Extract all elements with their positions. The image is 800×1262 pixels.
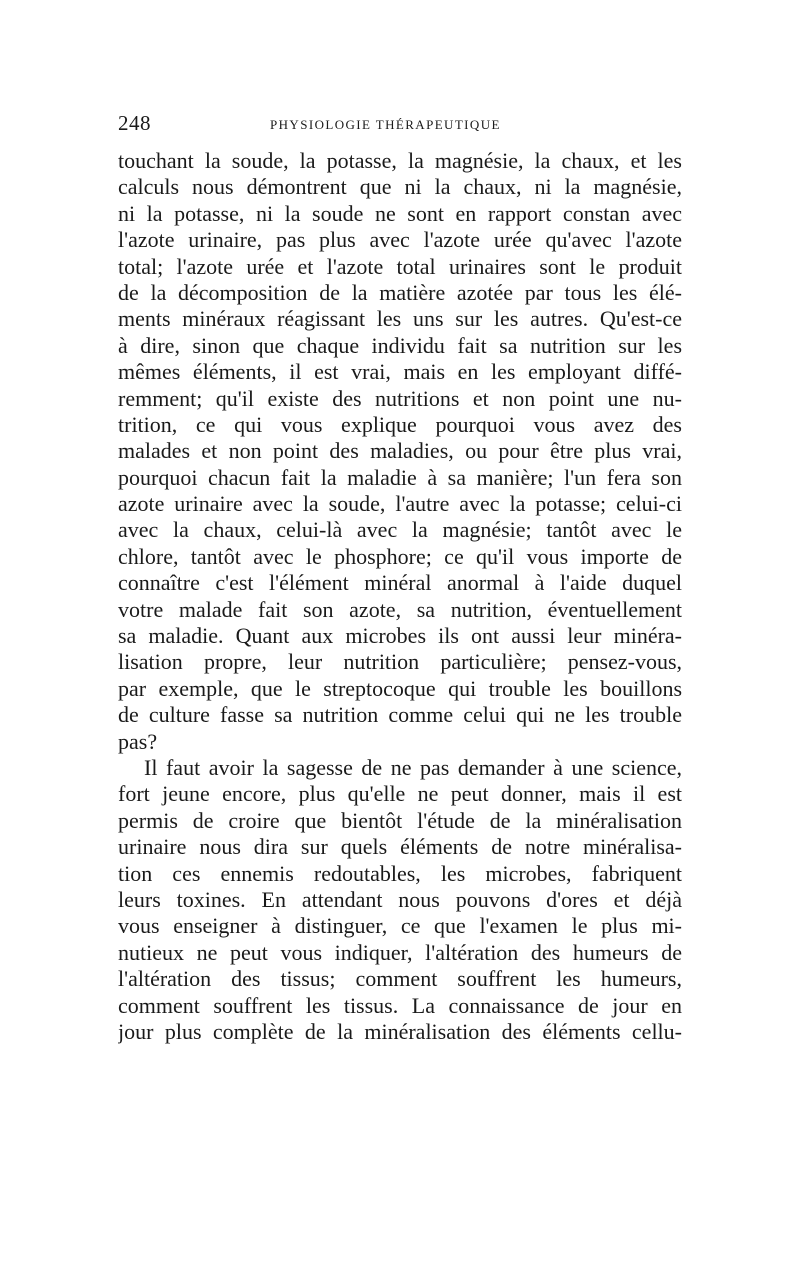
text-line: permis de croire que bientôt l'étude de la minéralisation	[118, 807, 682, 833]
text-line: ni la potasse, ni la soude ne sont en rapport constan avec	[118, 200, 682, 226]
text-line: connaître c'est l'élément minéral anormal à l'aide duquel	[118, 570, 682, 596]
text-line: remment; qu'il existe des nutritions et non point une nu-	[118, 385, 682, 411]
text-line: à dire, sinon que chaque individu fait sa nutrition sur les	[118, 332, 682, 358]
text-line: Il faut avoir la sagesse de ne pas demander à une science,	[144, 754, 682, 780]
text-line: sa maladie. Quant aux microbes ils ont aussi leur minéra-	[118, 623, 682, 649]
text-line: par exemple, que le streptocoque qui trouble les bouillons	[118, 675, 682, 701]
text-line: pas?	[118, 728, 158, 754]
text-line: de la décomposition de la matière azotée par tous les élé-	[118, 279, 682, 305]
text-line: leurs toxines. En attendant nous pouvons d'ores et déjà	[118, 886, 682, 912]
text-line: l'altération des tissus; comment souffrent les humeurs,	[118, 966, 682, 992]
text-line: pourquoi chacun fait la maladie à sa manière; l'un fera son	[118, 464, 682, 490]
text-line: lisation propre, leur nutrition particulière; pensez-vous,	[118, 649, 682, 675]
text-line: nutieux ne peut vous indiquer, l'altération des humeurs de	[118, 939, 682, 965]
text-line: urinaire nous dira sur quels éléments de notre minéralisa-	[118, 834, 682, 860]
text-line: comment souffrent les tissus. La connaissance de jour en	[118, 992, 682, 1018]
text-line: touchant la soude, la potasse, la magnésie, la chaux, et les	[118, 148, 682, 173]
paragraph-1	[118, 148, 682, 755]
text-line: azote urinaire avec la soude, l'autre avec la potasse; celui-ci	[118, 491, 682, 517]
text-line: total; l'azote urée et l'azote total urinaires sont le produit	[118, 253, 682, 279]
text-line: de culture fasse sa nutrition comme celui qui ne les trouble	[118, 702, 682, 728]
paragraph-2	[118, 755, 682, 1045]
running-head	[118, 111, 682, 141]
text-line: chlore, tantôt avec le phosphore; ce qu'il vous importe de	[118, 543, 682, 569]
text-line: ments minéraux réagissant les uns sur les autres. Qu'est-ce	[118, 306, 682, 332]
body-text	[118, 148, 682, 1045]
page-number: 248	[118, 111, 151, 135]
text-line: votre malade fait son azote, sa nutrition, éventuellement	[118, 596, 682, 622]
text-line: calculs nous démontrent que ni la chaux, ni la magnésie,	[118, 174, 682, 200]
text-line: jour plus complète de la minéralisation des éléments cellu-	[118, 1018, 682, 1044]
text-line: malades et non point des maladies, ou pour être plus vrai,	[118, 438, 682, 464]
text-line: avec la chaux, celui-là avec la magnésie; tantôt avec le	[118, 517, 682, 543]
text-line: vous enseigner à distinguer, ce que l'examen le plus mi-	[118, 913, 682, 939]
text-line: fort jeune encore, plus qu'elle ne peut donner, mais il est	[118, 781, 682, 807]
running-title: PHYSIOLOGIE THÉRAPEUTIQUE	[270, 117, 501, 132]
text-line: tion ces ennemis redoutables, les microbes, fabriquent	[118, 860, 682, 886]
text-line: trition, ce qui vous explique pourquoi vous avez des	[118, 411, 682, 437]
text-line: mêmes éléments, il est vrai, mais en les employant diffé-	[118, 359, 682, 385]
text-line: l'azote urinaire, pas plus avec l'azote urée qu'avec l'azote	[118, 227, 682, 253]
